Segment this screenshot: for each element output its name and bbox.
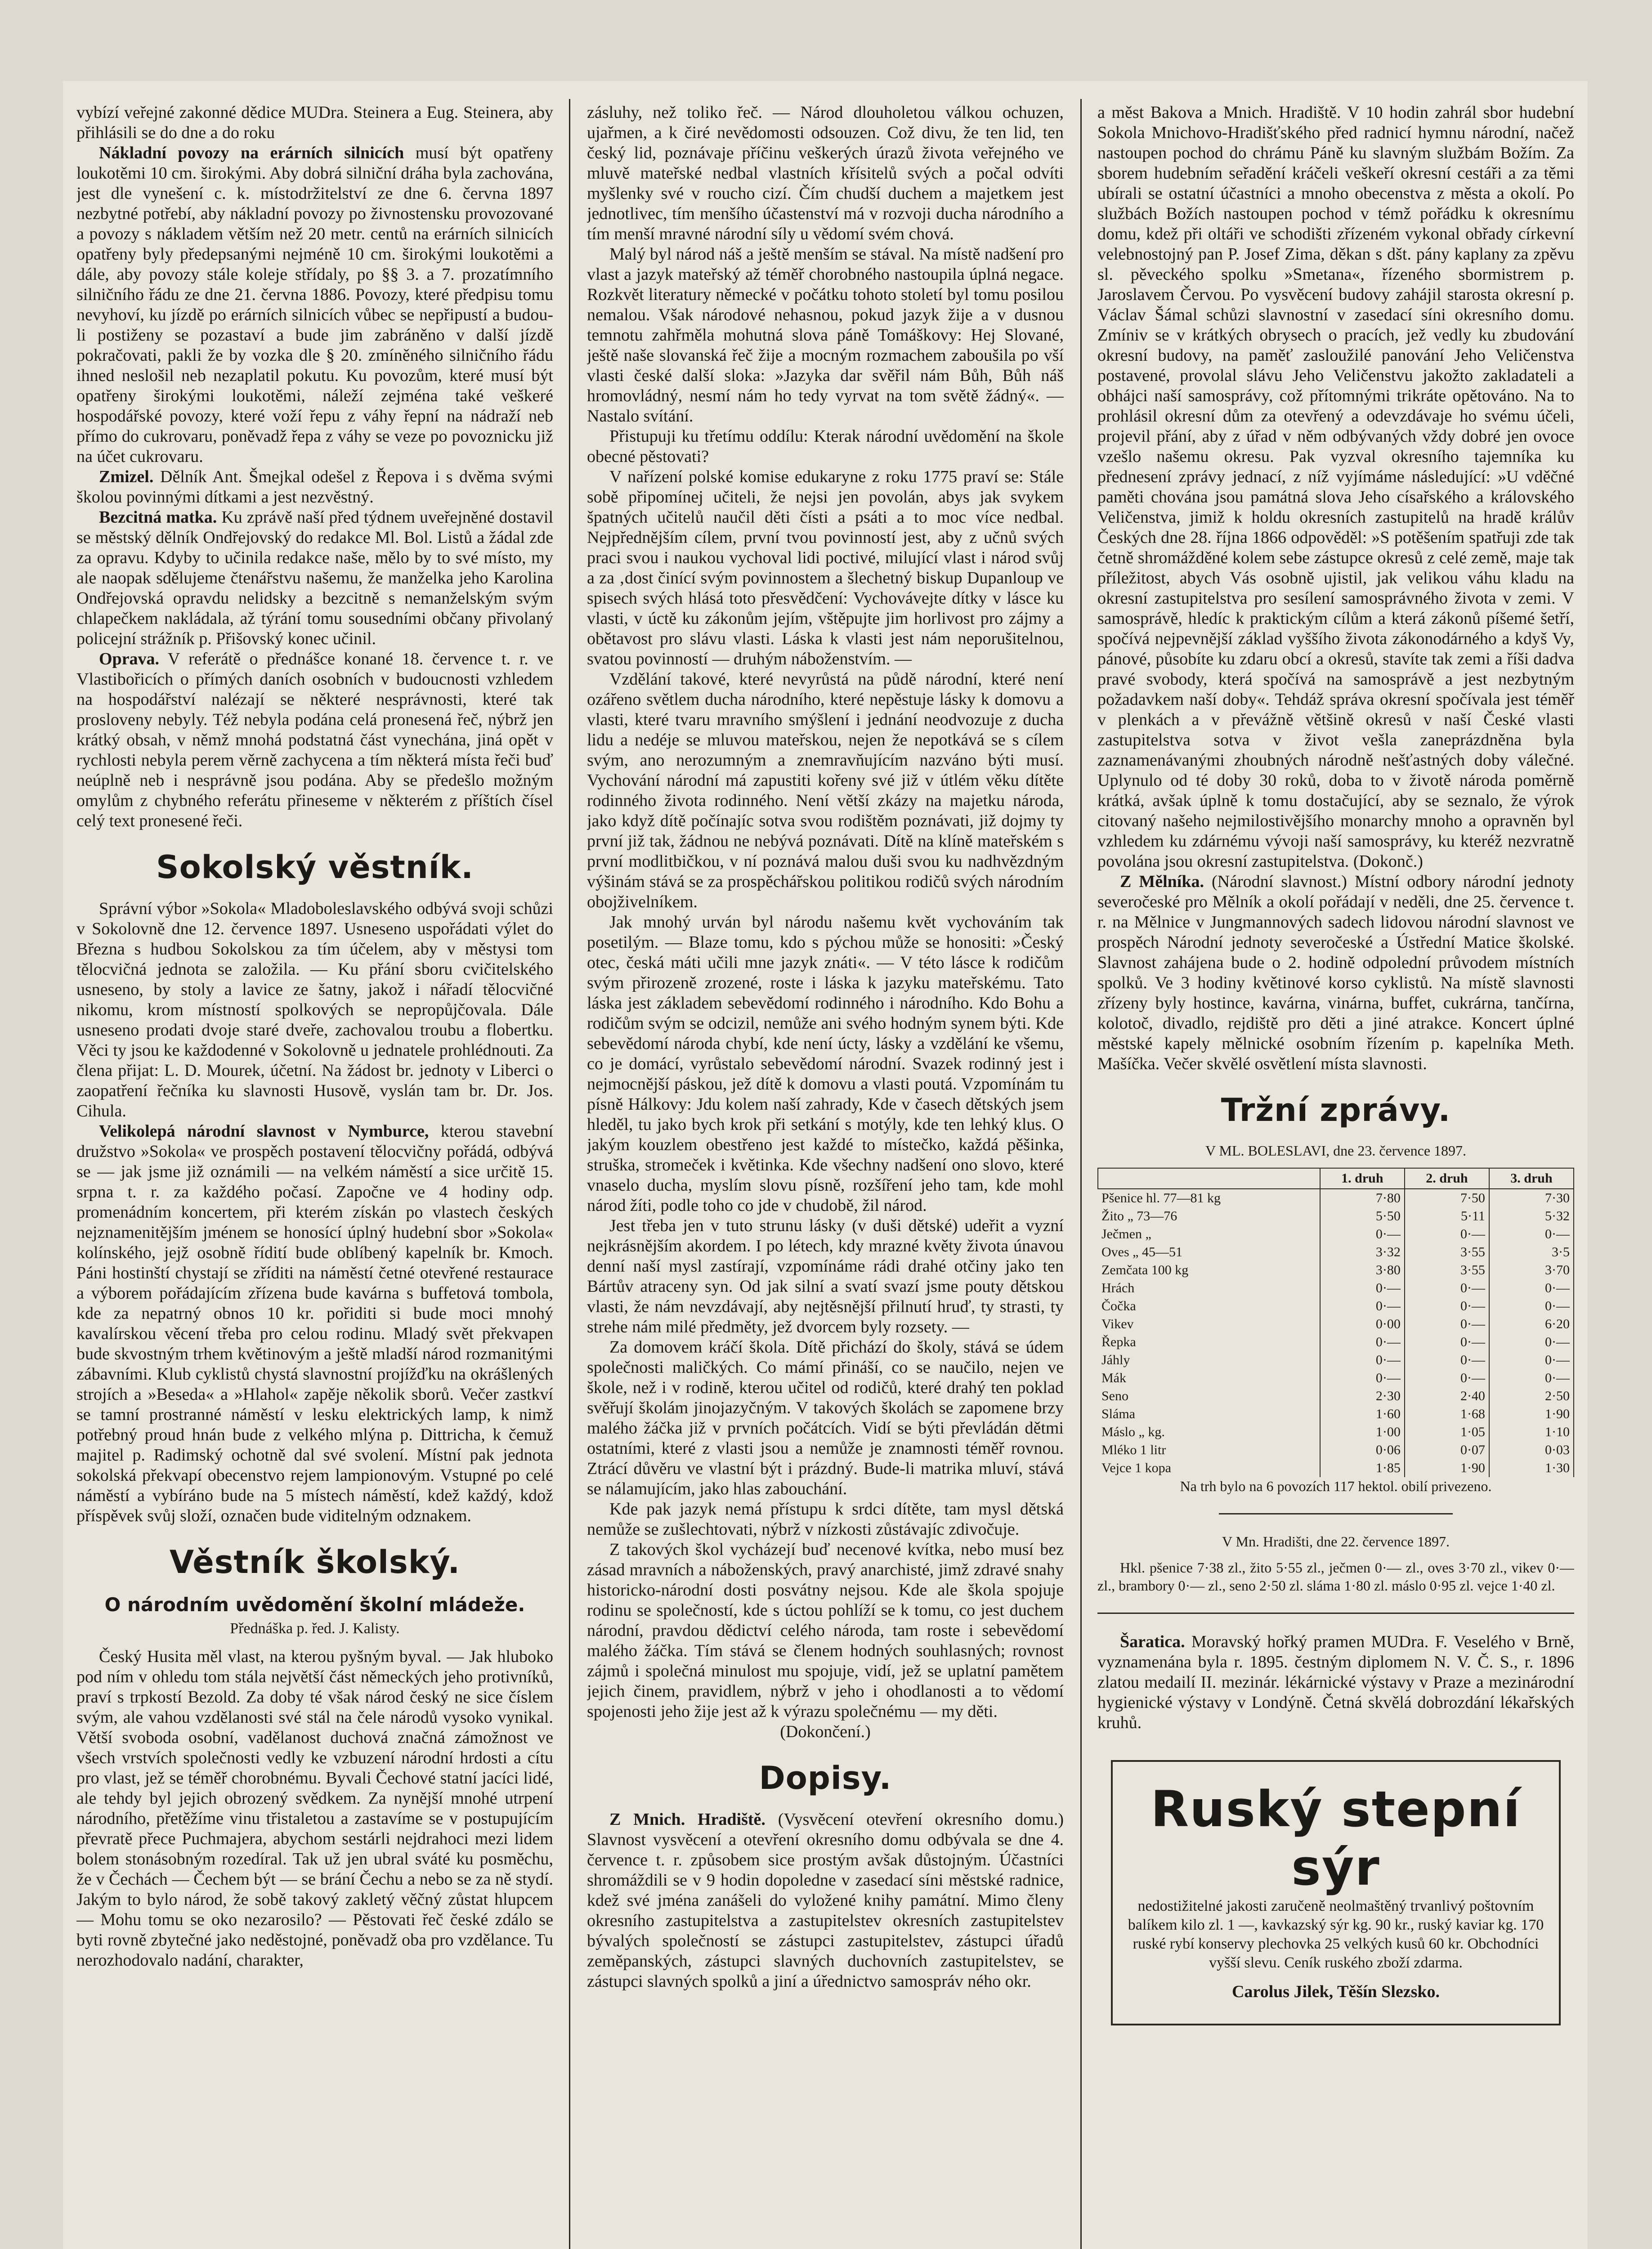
market-price: 1·05 xyxy=(1405,1423,1489,1441)
market-price: 0·— xyxy=(1405,1351,1489,1369)
market-price: 3·55 xyxy=(1405,1261,1489,1279)
market-price: 0·00 xyxy=(1320,1315,1405,1333)
ad-title: Ruský stepní sýr xyxy=(1151,1780,1521,1896)
market-item: Sláma xyxy=(1101,1407,1135,1421)
market-row xyxy=(1098,1441,1574,1459)
paragraph: a měst Bakova a Mnich. Hradiště. V 10 hodin zahrál sbor hudební Sokola Mnichovo-Hradišťského před radnicí hymnu národní, načež nastoupen pochod do chrámu Páně ku slavným službám Božím. Za sborem hudebním seřadění kráčeli veškeří okresní cestáři a za těmi ubírali se ostatní účastníci a mnoho obecenstva z města a okolí. Po službách Božích nastoupen pochod v témž pořádku k okresnímu domu, kdež při oltáři ve schodišti zřízeném vykonal obřady církevní velebnostojný pan P. Josef Zima, děkan s dšt. pány kaplany za zpěvu sl. pěveckého spolku »Smetana«, řízeného sbormistrem p. Jaroslavem Červou. Po vysvěcení budovy zahájil starosta okresní p. Václav Šámal schůzi slavnostní v zasedací síni okresního domu. Zmíniv se v krátkých obrysech o pracích, jež vedly ku zbudování okresní budovy, na paměť zasloužilé panování Jeho Veličenstva postavené, provolal slávu Jeho Veličenstvu jakožto zakladateli a obhájci naší samosprávy, což přítomnými trikráte opětováno. Na to prohlásil okresní dům za otevřený a odevzdávaje ho svému účeli, projevil přání, aby z úřad v něm odbývaných vždy dobré jen ovoce vzešlo našemu okresu. Pak vyzval okresního tajemníka ku přednesení zprávy jednací, z níž vyjímáme následující: »U vděčné paměti chována jsou památná slova Jeho císařského a královského Veličenstva, jimiž k holdu okresních zastupitelů na hradě králův Českých dne 28. října 1866 odpověděl: »S potěšením spatřuji zde tak četně shromážděné kolem sebe zástupce okresů z celé země, maje tak příležitost, abych Vás osobně ujistil, jak velikou váhu kladu na okresní zastupitelstva pro sesílení samosprávného života v zemi. V samosprávě, hledíc k praktickým cílům a která zákonů píšemé šetří, spočívá nejpevnější základ vyššího života zákonodárného a kdyš Vy, pánové, působíte ku zdaru obcí a okresů, stavíte tak zemi a říši dadva pravé svobody, která spočívá na samosprávě a jest nezbytným požadavkem naší doby«. Tehdáž správa okresní spočívala jest téměř v plenkách a v převážně většině okresů v naší České vlasti zastupitelstva sotva v život vešla zaneprázdněna byla zaznamenávanými zhoubných národně nešťastných doby válečné. Uplynulo od té doby 30 roků, doba to v životě národa poměrně krátká, avšak úplně k tomu dostačující, aby se seznalo, že výrok citovaný našeho nejmilostivějšího monarchy mnoho a opravněn byl vzhledem ku zdárnému vývoji naší samosprávy, ku kteréž nezvratně povolána jsou okresní zastupitelstva. (Dokonč.) xyxy=(1097,103,1574,871)
news-text: Moravský hořký pramen MUDra. F. Veselého v Brně, vyznamenána byla r. 1895. čestným diplomem N. V. Č. S., r. 1896 zlatou medailí II. mezinár. lékárnické výstavy v Praze a mezinárodní hygienické výstavy v Londýně. Četná skvělá dobrozdání lékařských kruhů. xyxy=(1097,1632,1574,1732)
market-price: 0·— xyxy=(1320,1333,1405,1351)
continuation-note: (Dokončení.) xyxy=(780,1722,871,1741)
market-item: Vikev xyxy=(1101,1317,1134,1331)
market-price: 0·— xyxy=(1405,1369,1489,1387)
market-price: 0·— xyxy=(1405,1315,1489,1333)
news-headline: Velikolepá národní slavnost v Nymburce, xyxy=(99,1122,429,1141)
column-rule xyxy=(1080,99,1082,2249)
market-price: 1·60 xyxy=(1320,1405,1405,1423)
market-header-cell: 2. druh xyxy=(1405,1168,1489,1189)
news-text: Ku zprávě naší před týdnem uveřejněné dostavil se městský dělník Ondřejovský do redakce Ml. Bol. Listů a žádal zde za opravu. Kdyby to učinila redakce naše, mělo by to své místo, my ale naopak sdělujeme čtenářstvu našemu, že manželka jeho Karolina Ondřejovská opravdu nelidsky a bezcitně s nemanželským svým chlapečkem nakládala, až týrání tomu sousedními občany přivolaný policejní strážník p. Přišovský konec učinil. xyxy=(76,508,553,648)
market-item: Seno xyxy=(1101,1389,1128,1403)
column-2 xyxy=(587,103,1064,2249)
market-table xyxy=(1097,1168,1574,1477)
news-item xyxy=(587,1810,1064,1992)
news-headline: Oprava. xyxy=(99,650,160,668)
news-headline: Zmizel. xyxy=(99,467,154,486)
market-price: 1·90 xyxy=(1405,1459,1489,1477)
paragraph: zásluhy, než toliko řeč. — Národ dlouholetou válkou ochuzen, ujařmen, a k čiré nevědomosti odsouzen. Což divu, že ten lid, ten český lid, poznávaje příčinu veškerých úrazů života veřejného ve mluvě mateřské nedbal vlastních křísitelů svých a počal odvíti myšlenky své v roucho cizí. Čím chudší duchem a majetkem jest jednotlivec, tím menšího účastenství má v rozvoji ducha národního a tím menší mravné národní síly u vědomí svém chová. xyxy=(587,103,1064,243)
paragraph: Vzdělání takové, které nevyrůstá na půdě národní, které není ozářeno světlem ducha národního, které nepěstuje lásky k domovu a vlasti, které tvaru mravního smýšlení i jednání neodvozuje z ducha lidu a nedéje se mluvou mateřskou, nejen že nepotkává se s cílem svým, ano nerozumným a znemravňujícím nazváno býti musí. Vychování národní má zapustiti kořeny své již v útlém věku dítěte rodinného života rodinného. Není větší zkázy na majetku národa, jako když dítě počínajíc sotva svou rodištěm poznávati, již dojmy ty první již tak, žádnou ne nebývá poznávati. Dítě na klíně mateřském s první modlitbičkou, v ní poznává malou duši svou ku nadhvězdným výšinám stává se za prospěchářskou politikou rodičů svých národním obojživelníkem. xyxy=(587,670,1064,911)
news-item xyxy=(76,649,553,831)
section-title-sokol: Sokolský věstník. xyxy=(156,849,474,886)
news-item xyxy=(1097,1632,1574,1733)
market-header-cell: 1. druh xyxy=(1320,1168,1405,1189)
market-price: 3·80 xyxy=(1320,1261,1405,1279)
market-row xyxy=(1098,1297,1574,1315)
column-rule xyxy=(569,99,570,2249)
market-price: 1·30 xyxy=(1489,1459,1574,1477)
market-price: 5·32 xyxy=(1489,1207,1574,1225)
paragraph: Malý byl národ náš a ještě menším se stával. Na místě nadšení pro vlast a jazyk mateřský až téměř chorobného nastoupila úplná negace. Rozkvět literatury německé v počátku tohoto století byl tomu posilou nemalou. Však národové nehasnou, pokud jazyk žije a v dusnou temnotu zahřměla mohutná slova páně Tomáškovy: Hej Slované, ještě naše slovanská řeč žije a mocným rozmachem zaboušila po vší vlasti české další sloka: »Jazyka dar svěřil nám Bůh, Bůh náš hromovládný, nesmí nám ho tedy vyrvat na tom světě žádný«. — Nastalo svítání. xyxy=(587,245,1064,426)
market-price: 1·68 xyxy=(1405,1405,1489,1423)
market-row xyxy=(1098,1423,1574,1441)
news-headline: Bezcitná matka. xyxy=(99,508,217,527)
market-price: 1·85 xyxy=(1320,1459,1405,1477)
paragraph: Z takových škol vycházejí buď necenové kvítka, nebo musí bez zásad mravních a náboženských, pravý anarchisté, jimž zdravé snahy historicko-národní dosti posvátny nejsou. Kde ale škola spojuje rodinu se společností, kde s úctou pohlíží se k tomu, co jest duchem národní, pravdou dědictví celého národa, tam roste i sebevědomí malého žáčka. Tím stává se členem hodných souhlasných; rovnost zájmů i společná minulost mu spojuje, vidí, jež se uplatní pamětem jejich činem, pravidlem, nýbrž v jeho i ohodlanosti a to vědomí spojenosti jeho žije jest až k výrazu společnému — my děti. xyxy=(587,1540,1064,1721)
market-price: 0·— xyxy=(1405,1225,1489,1243)
market-price: 0·— xyxy=(1405,1333,1489,1351)
news-text: Dělník Ant. Šmejkal odešel z Řepova i s dvěma svými školou povinnými dítkami a jest nezvěstný. xyxy=(76,467,553,506)
market-price: 3·55 xyxy=(1405,1243,1489,1261)
news-text: (Vysvěcení otevření okresního domu.) Slavnost vysvěcení a otevření okresního domu odbývala se dne 4. července t. r. způsobem sice prostým avšak důstojným. Účastníci shromáždili se v 9 hodin dopoledne v zasedací síni městské radnice, kdež své jména zanášeli do vyložené knihy památní. Mimo členy okresního zastupitelstva a zastupitelstev okresních zastupitelstev bývalých společností se zástupci zastupitelstev, zástupci úřadů zeměpanských, zástupci slavných duchovních zastupitelstev, se zástupci slavných spolků a jiní a úřednictvo samospráv ného okr. xyxy=(587,1810,1064,1991)
market-price: 0·— xyxy=(1489,1369,1574,1387)
paragraph: Za domovem kráčí škola. Dítě přichází do školy, stává se údem společnosti maličkých. Co mámí přináší, co se naučilo, nejen ve škole, než i v rodině, kterou učitel od rodičů, které drahý ten poklad svěřují školám jinojazyčným. V takových školách se zapomene brzy malého žáčka již v prvních počátcích. Vidí se býti převládán dětmi ostatními, které z vlasti jsou a nemůže je znamnosti téměř rovnou. Ztrácí důvěru ve vlastní být i prázdný. Bude-li matrika mluví, stává se nálamujícím, jako hlas zabouchání. xyxy=(587,1338,1064,1498)
market-price: 3·5 xyxy=(1489,1243,1574,1261)
market-price: 6·20 xyxy=(1489,1315,1574,1333)
market-date-2: V Mn. Hradišti, dne 22. července 1897. xyxy=(1222,1533,1450,1550)
market-row xyxy=(1098,1315,1574,1333)
news-item xyxy=(76,467,553,507)
paragraph: Jak mnohý urván byl národu našemu květ vychováním tak posetilým. — Blaze tomu, kdo s pýchou může se honositi: »Český otec, česká máti učili mne jazyk znáti«. — V této lásce k rodičům svým přirozeně zrozené, roste i láska k jazyku mateřskému. Tato láska jest základem sebevědomí rodinného i národního. Kdo Bohu a rodičům svým se odcizil, nemůže ani svého hodným synem býti. Kde sebevědomí národa chybí, kde není úcty, lásky a vzdělání ke všemu, co je domácí, vyrůstalo sebevědomí národní. Svazek rodinný jest i nejmocnější páskou, jež dítě k domovu a vlasti poutá. Vzpomínám tu písně Hálkovy: Jdu kolem naší zahrady, Kde v časech dětských jsem hleděl, tu jako bych krok při setkání s motýly, kde ten lehký klus. O jakým kouzlem obestřeno jest každé to místečko, každá pěšinka, struška, stromeček i květinka. Kde všechny nadšení ono slovo, které vnaselo ducha, myslím slovu písně, rozšíření jeho tam, kde mohl národ žíti, podle toho co jde v chudobě, žil národ. xyxy=(587,913,1064,1215)
market-row xyxy=(1098,1279,1574,1297)
market-item: Čočka xyxy=(1101,1299,1136,1313)
market-price: 5·50 xyxy=(1320,1207,1405,1225)
column-3 xyxy=(1097,103,1574,2249)
market-price: 5·11 xyxy=(1405,1207,1489,1225)
paragraph: Český Husita měl vlast, na kterou pyšným byval. — Jak hluboko pod ním v ohledu tom stála největší část německých jeho protivníků, praví s trpkostí Bezold. Za doby té však národ český ne sice číslem svým, ale vahou vzdělanosti své stál na čele národů vysoko vynikal. Větší svoboda osobní, vadělanost duchová značná zámožnost ve všech vrstvích společnosti vedly ke vzbuzení národní hrdosti a cítu pro vlast, jež se téměř chorobnému. Byvali Čechové statní jacíci lidé, ale tehdy byl jejich obrozený svědkem. Za nynější mnohé utrpení národního, přetěžíme vinu třistaletou a zastavíme se v postupujícím převratě přece Puchmajera, abychom sestárli nejdrahoci mezi lidem bolem stonásobným rozedíral. Tak už jen ubral sváté ku posměchu, že v Čechách — Čechem být — se brání Čechu a nebo se za ně stydí. Jakým to bylo národ, že sobě takový zakletý věčný zůstat hlupcem — Mohu tomu se oko nezarosilo? — Pěstovati řeč české zdálo se byti rovně zbytečné jako neděstojné, poněvadž oba pro vzdělance. Tu nerozhodovalo nadání, charakter, xyxy=(76,1647,553,1970)
market-item: Mák xyxy=(1101,1371,1126,1385)
news-text: (Národní slavnost.) Místní odbory národní jednoty severočeské pro Mělník a okolí pořádají v neděli, dne 25. července t. r. na Mělnice v Jungmannových sadech lidovou národní slavnost ve prospěch Národní jednoty severočeské a Ústřední Matice školské. Slavnost zahájena bude o 2. hodině odpolední průvodem místních spolků. Ve 3 hodiny květinové korso cyklistů. Na místě slavnosti zřízeny byly hostince, kavárna, vinárna, buffet, cukrárna, tančírna, kolotoč, divadlo, rejdiště pro děti a jiné atrakce. Koncert úplné městské kapely mělnické osobním řízením p. kapelníka Meth. Mašíčka. Večer skvělé osvětlení místa slavnosti. xyxy=(1097,872,1574,1073)
paragraph: Přistupuji ku třetímu oddílu: Kterak národní uvědomění na škole obecné pěstovati? xyxy=(587,427,1064,466)
section-title-market: Tržní zprávy. xyxy=(1221,1092,1451,1129)
market-text: Hkl. pšenice 7·38 zl., žito 5·55 zl., ječmen 0·— zl., oves 3·70 zl., vikev 0·— zl., brambory 0·— zl., seno 2·50 zl. sláma 1·80 zl. máslo 0·95 zl. vejce 1·40 zl. xyxy=(1097,1559,1574,1594)
market-row xyxy=(1098,1243,1574,1261)
market-price: 7·50 xyxy=(1405,1189,1489,1207)
news-headline: Z Mnich. Hradiště. xyxy=(609,1810,766,1829)
market-price: 0·— xyxy=(1320,1369,1405,1387)
market-price: 0·— xyxy=(1405,1279,1489,1297)
market-price: 2·50 xyxy=(1489,1387,1574,1405)
market-price: 0·— xyxy=(1489,1279,1574,1297)
divider xyxy=(1219,1513,1453,1514)
divider xyxy=(1097,1613,1574,1614)
market-item: Žito „ 73—76 xyxy=(1101,1209,1177,1223)
market-price: 0·— xyxy=(1320,1279,1405,1297)
market-price: 0·07 xyxy=(1405,1441,1489,1459)
paragraph: vybízí veřejné zakonné dědice MUDra. Steinera a Eug. Steinera, aby přihlásili se do dne a do roku xyxy=(76,103,553,142)
market-item: Hrách xyxy=(1101,1281,1135,1295)
article-title: O národním uvědomění školní mládeže. xyxy=(104,1594,525,1616)
market-row xyxy=(1098,1261,1574,1279)
market-price: 0·— xyxy=(1405,1297,1489,1315)
market-row xyxy=(1098,1333,1574,1351)
market-row xyxy=(1098,1351,1574,1369)
paragraph: V nařízení polské komise edukaryne z roku 1775 praví se: Stále sobě připomínej učiteli, že nejsi jen povolán, abys jak svykem špatných učitelů naučil děti čísti a psáti a to moc více nedbal. Nejpřednějším cílem, první tvou povinností jest, aby z učnů svých praci svou i naukou vychoval lidi poctivé, milující vlast i národ svůj a za ‚dost činící svým povinnostem a šlechetný biskup Dupanloup ve spisech svých hlásá toto přesvědčení: Vychovávejte dítky v lásce ku vlasti, v úctě ku zákonům jejím, vštěpujte jim horlivost pro zájmy a obětavost pro slávu vlasti. Láska k vlasti jest nám neporušitelnou, svatou povinností — druhým náboženstvím. — xyxy=(587,467,1064,668)
news-headline: Šaratica. xyxy=(1120,1632,1185,1651)
market-body xyxy=(1098,1189,1574,1477)
market-item: Řepka xyxy=(1101,1335,1136,1349)
news-headline: Z Mělníka. xyxy=(1120,872,1204,891)
market-row xyxy=(1098,1387,1574,1405)
market-header-cell: 3. druh xyxy=(1489,1168,1574,1189)
market-header-row xyxy=(1098,1168,1574,1189)
market-date: V ML. BOLESLAVI, dne 23. července 1897. xyxy=(1205,1142,1467,1159)
market-note: Na trh bylo na 6 povozích 117 hektol. obilí privezeno. xyxy=(1180,1478,1492,1494)
market-item: Oves „ 45—51 xyxy=(1101,1245,1182,1259)
market-row xyxy=(1098,1207,1574,1225)
newspaper-page xyxy=(63,81,1588,2249)
market-price: 0·— xyxy=(1320,1351,1405,1369)
market-price: 7·30 xyxy=(1489,1189,1574,1207)
news-text: kterou stavební družstvo »Sokola« ve prospěch postavení tělocvičny pořádá, odbývá se — jak jsme již oznámili — na velkém náměstí a sice určitě 15. srpna t. r. za každého počasí. Započne ve 4 hodiny odp. promenádním koncertem, při kterém získán po vlastech českých nejznamenitějším jménem se honosící úplný hudební sbor »Sokola« kolínského, jejž osobně řídití bude oblíbený kapelník br. Kmoch. Páni hostinští chystají se zříditi na náměstí četné otevřené restaurace a výborem pořádajícím zřízena bude kavárna s buffetová tombola, kde za nepatrný obnos 10 kr. pořiditi si bude moci mnohý kavalírskou věcení třeba pro celou rodinu. Mladý svět překvapen bude skvostným trhem květinovým a ještě mladší národ rozmanitými zábavními. Klub cyklistů chystá slavnostní projížďku na okrášlených strojích a »Beseda« a »Hlahol« zapěje několik sborů. Večer zastkví se tamní prostranné náměstí v lesku elektrických lamp, k nimž potřebný proud hnán bude z velkého mlýna p. Dittricha, k čemuž majitel p. Radimský ochotně dal své svolení. Místní pak jednota sokolská překvapí obecenstvo rejem lampionovým. Vstupné po celé náměstí a vybíráno bude na 5 místech náměstí, kdež každý, kdož příspěvek svůj složí, označen bude viditelným odznakem. xyxy=(76,1122,553,1525)
market-row xyxy=(1098,1225,1574,1243)
ad-signature: Carolus Jilek, Těšín Slezsko. xyxy=(1231,1982,1440,2001)
news-text: musí být opatřeny loukotěmi 10 cm. širokými. Aby dobrá silniční dráha byla zachována, jest dle vynešení c. k. místodržitelství ze dne 6. června 1897 nezbytné potřebí, aby nákladní povozy po živnostensku provozované a povozy s nákladem větším než 20 metr. centů na erárních silnicích opatřeny byly předepsanými nejméně 10 cm. širokými loukotěmi a dále, aby povozy stále koleje střídaly, po §§ 3. a 7. prozatímního silničního řádu ze dne 21. června 1886. Povozy, které předpisu tomu nevyhoví, ku jízdě po erárních silnicích vůbec se nepřipustí a budou-li postiženy se pozastaví a bude jim zabráněno v další jízdě pokračovati, pakli že by vozka dle § 20. zmíněného silničního řádu ihned neslošil neb nezaplatil pokutu. Ku povozům, které musí být opatřeny širokými loukotěmi, náleží zejména také veškeré hospodářské povozy, které voží řepu z váhy řepní na nádraží neb přímo do cukrovaru, poněvadž řepa z váhy se veze po povoznicku již na účet cukrovaru. xyxy=(76,143,553,466)
market-price: 0·06 xyxy=(1320,1441,1405,1459)
market-price: 1·00 xyxy=(1320,1423,1405,1441)
news-item xyxy=(76,143,553,467)
column-1 xyxy=(76,103,553,2249)
market-price: 0·— xyxy=(1320,1225,1405,1243)
market-price: 0·— xyxy=(1489,1333,1574,1351)
market-price: 3·70 xyxy=(1489,1261,1574,1279)
section-title-letters: Dopisy. xyxy=(759,1760,892,1797)
news-text: V referátě o přednášce konané 18. července t. r. ve Vlastibořicích o přímých daních osobních v budoucnosti vzhledem na hospodářství nalézají se některé nesprávnosti, které tak prosloveny nebyly. Též nebyla podána celá pronesená řeč, nýbrž jen krátký obsah, v němž mnohá podstatná část vynechána, jiná opět v rychlosti nebyla perem věrně zachycena a tím některá místa řeči buď neúplně neb i nesprávně jsou podána. Aby se předešlo možným omylům z chybného referátu přineseme v některém z příštích čísel celý text pronesené řeči. xyxy=(76,650,553,830)
market-price: 0·— xyxy=(1489,1351,1574,1369)
market-price: 0·— xyxy=(1489,1225,1574,1243)
paragraph: Kde pak jazyk nemá přístupu k srdci dítěte, tam mysl dětská nemůže se zušlechtovati, nýbrž v nízkosti zůstávajíc zdivočuje. xyxy=(587,1500,1064,1539)
market-item: Ječmen „ xyxy=(1101,1227,1151,1241)
ad-text: nedostižitelné jakosti zaručeně neolmaštěný trvanlivý poštovním balíkem kilo zl. 1 —, kavkazský sýr kg. 90 kr., ruský kaviar kg. 170 ruské rybí konservy plechovka 25 velkých kusů 60 kr. Obchodníci vyšší slevu. Ceník ruského zboží zdarma. xyxy=(1128,1898,1544,1971)
market-item: Jáhly xyxy=(1101,1353,1130,1367)
market-item: Mléko 1 litr xyxy=(1101,1443,1166,1457)
market-item: Vejce 1 kopa xyxy=(1101,1461,1171,1475)
market-price: 7·80 xyxy=(1320,1189,1405,1207)
market-item: Pšenice hl. 77—81 kg xyxy=(1101,1191,1221,1205)
market-row xyxy=(1098,1459,1574,1477)
market-header-cell xyxy=(1098,1168,1320,1189)
news-item xyxy=(76,1121,553,1526)
section-title-school: Věstník školský. xyxy=(169,1544,461,1581)
market-price: 2·40 xyxy=(1405,1387,1489,1405)
market-price: 1·90 xyxy=(1489,1405,1574,1423)
news-item xyxy=(76,507,553,649)
market-price: 0·— xyxy=(1489,1297,1574,1315)
news-item xyxy=(1097,872,1574,1074)
market-price: 2·30 xyxy=(1320,1387,1405,1405)
market-row xyxy=(1098,1189,1574,1207)
market-item: Máslo „ kg. xyxy=(1101,1425,1165,1439)
advertisement-box xyxy=(1111,1760,1561,2025)
market-price: 1·10 xyxy=(1489,1423,1574,1441)
paragraph: Správní výbor »Sokola« Mladoboleslavského odbývá svoji schůzi v Sokolovně dne 12. července 1897. Usneseno uspořádati výlet do Března s hudbou Sokolskou za tím účelem, aby v městysi tom tělocvičná jednota se založila. — Ku přání sboru cvičitelského usneseno, by stoly a lavice ze šatny, jakož i nářadí tělocvičné nikomu, krom místností spolkových se nepropůjčovala. Dále usneseno prodati dvoje staré dveře, zachovalou troubu a flobertku. Věci ty jsou ke každodenné v Sokolovně u jednatele prohlédnouti. Za člena přijat: L. D. Mourek, účetní. Na žádost br. jednoty v Liberci o zaopatření řečníka ku slavnosti Husově, vyslán tam br. Dr. Jos. Cihula. xyxy=(76,899,553,1120)
market-row xyxy=(1098,1405,1574,1423)
market-row xyxy=(1098,1369,1574,1387)
news-headline: Nákladní povozy na erárních silnicích xyxy=(99,143,404,162)
market-price: 3·32 xyxy=(1320,1243,1405,1261)
market-item: Zemčata 100 kg xyxy=(1101,1263,1189,1277)
market-price: 0·— xyxy=(1320,1297,1405,1315)
article-author: Přednáška p. řed. J. Kalisty. xyxy=(230,1620,400,1637)
market-price: 0·03 xyxy=(1489,1441,1574,1459)
paragraph: Jest třeba jen v tuto strunu lásky (v duši dětské) udeřit a vyzní nejkrásnějším akordem. I po létech, kdy mrazné květy života únavou denní naší mysl zastírají, vzpomínáme rádi drahé otčiny jako ten Bártův atraceny syn. Od jak silní a svatí svazí jsme pouty dětskou vlasti, že nám nevzdávají, aby nejtěsnější přilnutí hruď, ty strasti, ty strehe nám milé předměty, jež dvorcem byly rozsety. — xyxy=(587,1216,1064,1336)
